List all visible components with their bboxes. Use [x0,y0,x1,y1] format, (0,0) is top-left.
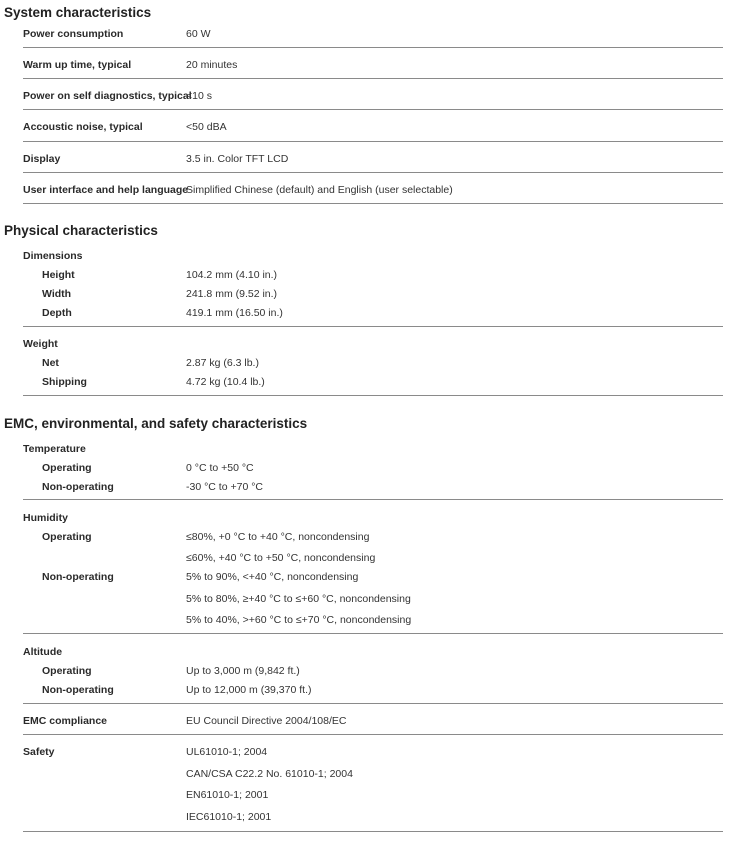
spec-label: Power consumption [23,28,124,40]
spec-value: 3.5 in. Color TFT LCD [186,153,289,165]
spec-value: 5% to 90%, <+40 °C, noncondensing [186,571,359,583]
spec-value: Up to 12,000 m (39,370 ft.) [186,684,312,696]
spec-value: 104.2 mm (4.10 in.) [186,269,278,281]
spec-row-display [23,142,723,173]
spec-row-acoustic-noise [23,110,723,142]
spec-value: 241.8 mm (9.52 in.) [186,288,278,300]
spec-group-label: Altitude [23,646,63,658]
spec-group-label: Dimensions [23,250,83,262]
spec-value: 419.1 mm (16.50 in.) [186,307,283,319]
spec-row-weight [23,327,723,396]
spec-sublabel: Non-operating [42,571,114,583]
spec-value: -30 °C to +70 °C [186,481,263,493]
spec-label: Warm up time, typical [23,59,132,71]
spec-label: EMC compliance [23,715,108,727]
spec-row-power-consumption [23,17,723,48]
spec-sublabel: Shipping [42,376,87,388]
section-title-system: System characteristics [4,5,152,20]
spec-value: 5% to 80%, ≥+40 °C to ≤+60 °C, noncondensing [186,593,411,605]
spec-value: 60 W [186,28,211,40]
spec-value: EU Council Directive 2004/108/EC [186,715,347,727]
spec-value: 2.87 kg (6.3 lb.) [186,357,259,369]
spec-value: CAN/CSA C22.2 No. 61010-1; 2004 [186,768,353,780]
spec-value: Up to 3,000 m (9,842 ft.) [186,665,300,677]
spec-label: Accoustic noise, typical [23,121,143,133]
spec-sublabel: Operating [42,665,92,677]
spec-row-safety [23,735,723,832]
spec-sublabel: Depth [42,307,72,319]
spec-sublabel: Height [42,269,75,281]
spec-value: 0 °C to +50 °C [186,462,254,474]
spec-value: ≤60%, +40 °C to +50 °C, noncondensing [186,552,376,564]
spec-group-label: Temperature [23,443,86,455]
spec-group-label: Humidity [23,512,68,524]
spec-row-temperature [23,433,723,500]
spec-row-warm-up-time [23,48,723,79]
spec-sublabel: Net [42,357,59,369]
spec-sublabel: Non-operating [42,684,114,696]
spec-label: Safety [23,746,55,758]
spec-row-humidity [23,500,723,634]
spec-value: 4.72 kg (10.4 lb.) [186,376,265,388]
spec-group-label: Weight [23,338,58,350]
spec-row-dimensions [23,240,723,327]
spec-row-altitude [23,634,723,704]
spec-sublabel: Operating [42,531,92,543]
spec-sublabel: Non-operating [42,481,114,493]
section-title-physical: Physical characteristics [4,223,158,238]
section-title-emc: EMC, environmental, and safety characteristics [4,416,308,431]
spec-value: 20 minutes [186,59,238,71]
spec-row-self-diagnostics [23,79,723,110]
spec-row-ui-language [23,173,723,204]
spec-value: IEC61010-1; 2001 [186,811,272,823]
spec-value: <10 s [186,90,212,102]
spec-label: Power on self diagnostics, typical [23,90,192,102]
spec-value: ≤80%, +0 °C to +40 °C, noncondensing [186,531,370,543]
spec-value: 5% to 40%, >+60 °C to ≤+70 °C, noncondensing [186,614,412,626]
spec-label: User interface and help language [23,184,189,196]
spec-row-emc-compliance [23,704,723,735]
spec-value: Simplified Chinese (default) and English (user selectable) [186,184,453,196]
spec-value: UL61010-1; 2004 [186,746,268,758]
spec-value: EN61010-1; 2001 [186,789,269,801]
spec-sublabel: Width [42,288,72,300]
spec-sublabel: Operating [42,462,92,474]
spec-label: Display [23,153,61,165]
spec-value: <50 dBA [186,121,227,133]
